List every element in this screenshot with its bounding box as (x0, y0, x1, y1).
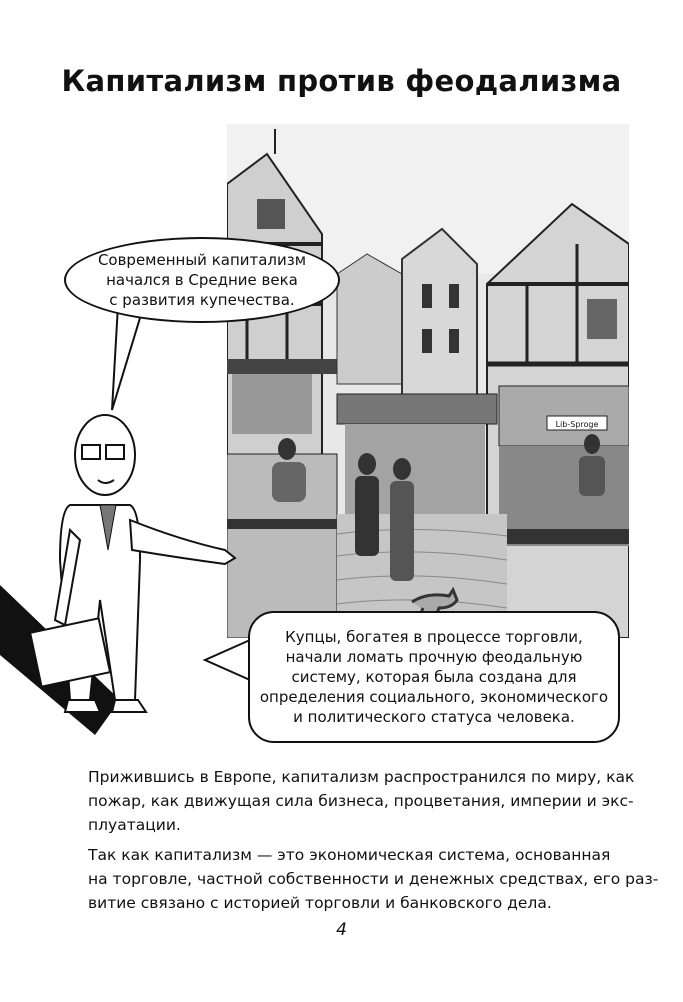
bubble-line: определения социального, экономического (259, 688, 609, 706)
shop-sign: Lib-Sproge (555, 420, 599, 429)
paragraph-line: пожар, как движущая сила бизнеса, процветания, империи и экс- (88, 792, 634, 810)
page-title: Капитализм против феодализма (61, 64, 622, 98)
bubble-line: и политического статуса человека. (293, 708, 575, 726)
paragraph-line: витие связано с историей торговли и банковского дела. (88, 894, 552, 912)
bubble-line: Купцы, богатея в процессе торговли, (285, 628, 583, 646)
bubble-line: начали ломать прочную феодальную (285, 648, 583, 666)
page-number: 4 (336, 920, 347, 940)
paragraph-line: плуатации. (88, 816, 181, 834)
bubble-line: с развития купечества. (109, 291, 295, 309)
bubble-line: начался в Средние века (106, 271, 298, 289)
paragraph-line: на торговле, частной собственности и денежных средствах, его раз- (88, 870, 659, 888)
speech-bubble-top (64, 237, 340, 323)
bubble-line: систему, которая была создана для (291, 668, 577, 686)
body-paragraph-1 (88, 765, 635, 837)
paragraph-line: Так как капитализм — это экономическая система, основанная (88, 846, 611, 864)
body-paragraph-2 (88, 843, 659, 915)
speech-bubble-bottom (248, 611, 620, 743)
paragraph-line: Прижившись в Европе, капитализм распространился по миру, как (88, 768, 635, 786)
bubble-line: Современный капитализм (97, 251, 307, 269)
